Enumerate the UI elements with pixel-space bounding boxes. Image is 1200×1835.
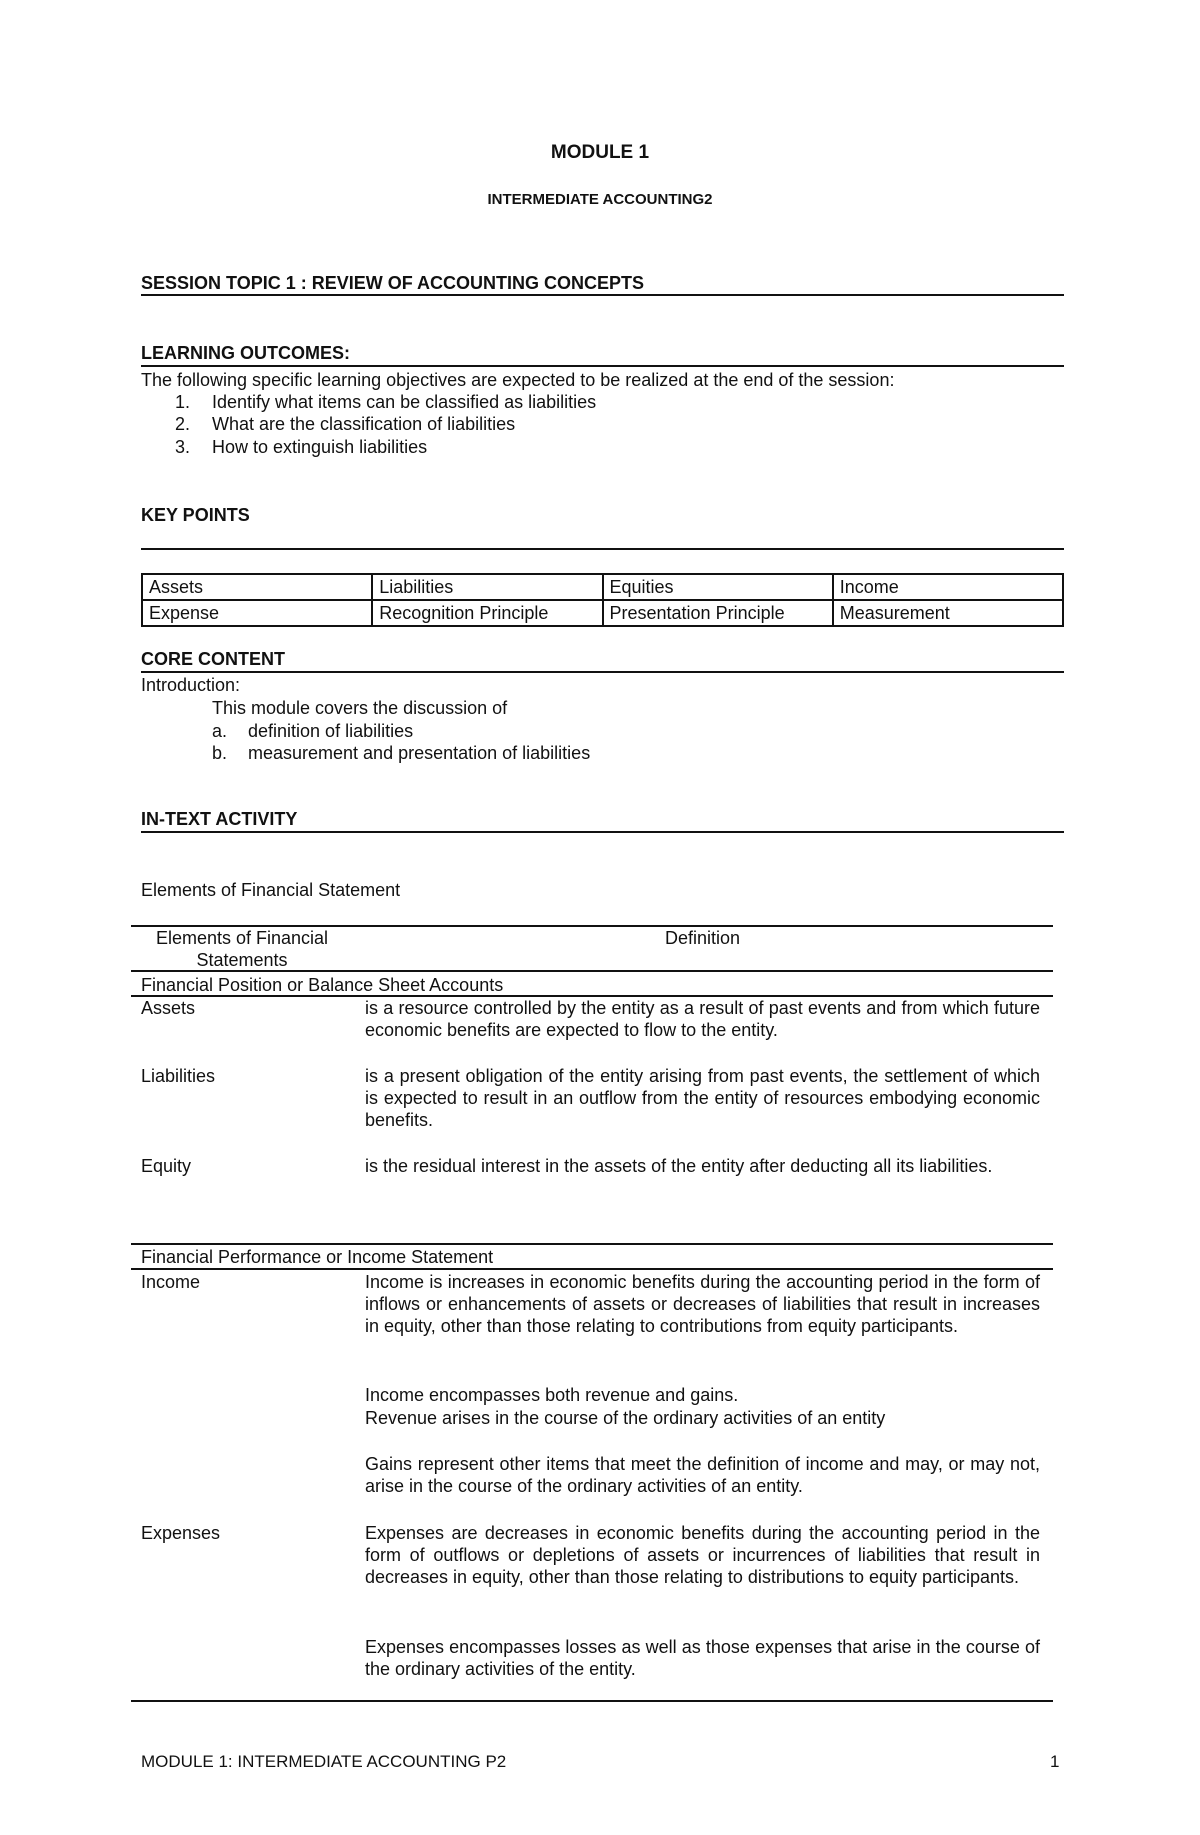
outcome-item: What are the classification of liabilities	[212, 414, 516, 434]
introduction-label: Introduction:	[141, 675, 241, 695]
list-letter: b.	[212, 743, 228, 763]
learning-outcomes-heading: LEARNING OUTCOMES:	[141, 343, 350, 363]
section-rule	[131, 1268, 1053, 1270]
element-term: Equity	[141, 1156, 192, 1176]
element-definition: Gains represent other items that meet the definition of income and may, or may not, arise in the course of the ordinary activities of an entity.	[365, 1454, 1040, 1496]
column-header-definition: Definition	[664, 928, 741, 948]
key-point-cell: Recognition Principle	[372, 600, 602, 626]
element-term: Income	[141, 1272, 201, 1292]
outcome-number: 3.	[175, 437, 191, 457]
footer-text: MODULE 1: INTERMEDIATE ACCOUNTING P2	[141, 1752, 507, 1771]
learning-outcomes-intro: The following specific learning objectives are expected to be realized at the end of the session:	[141, 370, 895, 390]
element-definition: Income is increases in economic benefits during the accounting period in the form of inflows or enhancements of assets or decreases of liabilities that result in increases in equity, other than those relating to contributions from equity participants.	[365, 1272, 1040, 1336]
key-point-cell: Measurement	[833, 600, 1063, 626]
table-row	[142, 600, 1063, 626]
divider	[141, 671, 1064, 673]
key-point-cell: Assets	[142, 574, 372, 600]
table-bottom-rule	[131, 1700, 1053, 1702]
module-title: MODULE 1	[550, 142, 650, 163]
key-point-cell: Expense	[142, 600, 372, 626]
table-row	[142, 574, 1063, 600]
element-definition: is a present obligation of the entity arising from past events, the settlement of which is expected to result in an outflow from the entity of resources embodying economic benefits.	[365, 1066, 1040, 1130]
element-term: Assets	[141, 998, 196, 1018]
section-rule	[131, 1243, 1053, 1245]
outcome-item: How to extinguish liabilities	[212, 437, 428, 457]
element-definition-line: Income encompasses both revenue and gains.	[365, 1385, 739, 1405]
divider	[141, 548, 1064, 550]
element-definition: is the residual interest in the assets of the entity after deducting all its liabilities.	[365, 1156, 993, 1176]
key-point-cell: Income	[833, 574, 1063, 600]
key-points-heading: KEY POINTS	[141, 505, 250, 525]
list-item: definition of liabilities	[248, 721, 414, 741]
divider	[141, 365, 1064, 367]
column-header-line: Elements of Financial	[155, 928, 329, 948]
session-topic-heading: SESSION TOPIC 1 : REVIEW OF ACCOUNTING CONCEPTS	[141, 273, 645, 293]
section-title: Financial Performance or Income Statement	[141, 1247, 494, 1267]
introduction-lead: This module covers the discussion of	[212, 698, 508, 718]
in-text-activity-heading: IN-TEXT ACTIVITY	[141, 809, 298, 829]
element-definition-line: Revenue arises in the course of the ordinary activities of an entity	[365, 1408, 886, 1428]
section-title: Financial Position or Balance Sheet Accounts	[141, 975, 504, 995]
key-point-cell: Presentation Principle	[603, 600, 833, 626]
element-definition: Expenses encompasses losses as well as those expenses that arise in the course of the ordinary activities of the entity.	[365, 1637, 1040, 1679]
table-header-rule	[131, 970, 1053, 972]
element-definition: is a resource controlled by the entity as a result of past events and from which future economic benefits are expected to flow to the entity.	[365, 998, 1040, 1040]
outcome-item: Identify what items can be classified as liabilities	[212, 392, 597, 412]
element-definition: Expenses are decreases in economic benefits during the accounting period in the form of outflows or depletions of assets or incurrences of liabilities that result in decreases in equity, other than those relating to distributions to equity participants.	[365, 1523, 1040, 1587]
element-term: Liabilities	[141, 1066, 216, 1086]
page-number: 1	[1050, 1752, 1060, 1771]
key-point-cell: Liabilities	[372, 574, 602, 600]
element-term: Expenses	[141, 1523, 221, 1543]
column-header-elements	[131, 927, 353, 971]
divider	[141, 831, 1064, 833]
core-content-heading: CORE CONTENT	[141, 649, 285, 669]
divider	[141, 294, 1064, 296]
outcome-number: 1.	[175, 392, 191, 412]
column-header-line: Statements	[196, 950, 288, 970]
list-item: measurement and presentation of liabilities	[248, 743, 591, 763]
key-points-table	[141, 573, 1064, 627]
key-point-cell: Equities	[603, 574, 833, 600]
activity-caption: Elements of Financial Statement	[141, 880, 401, 900]
course-title: INTERMEDIATE ACCOUNTING2	[487, 191, 713, 208]
list-letter: a.	[212, 721, 228, 741]
outcome-number: 2.	[175, 414, 191, 434]
